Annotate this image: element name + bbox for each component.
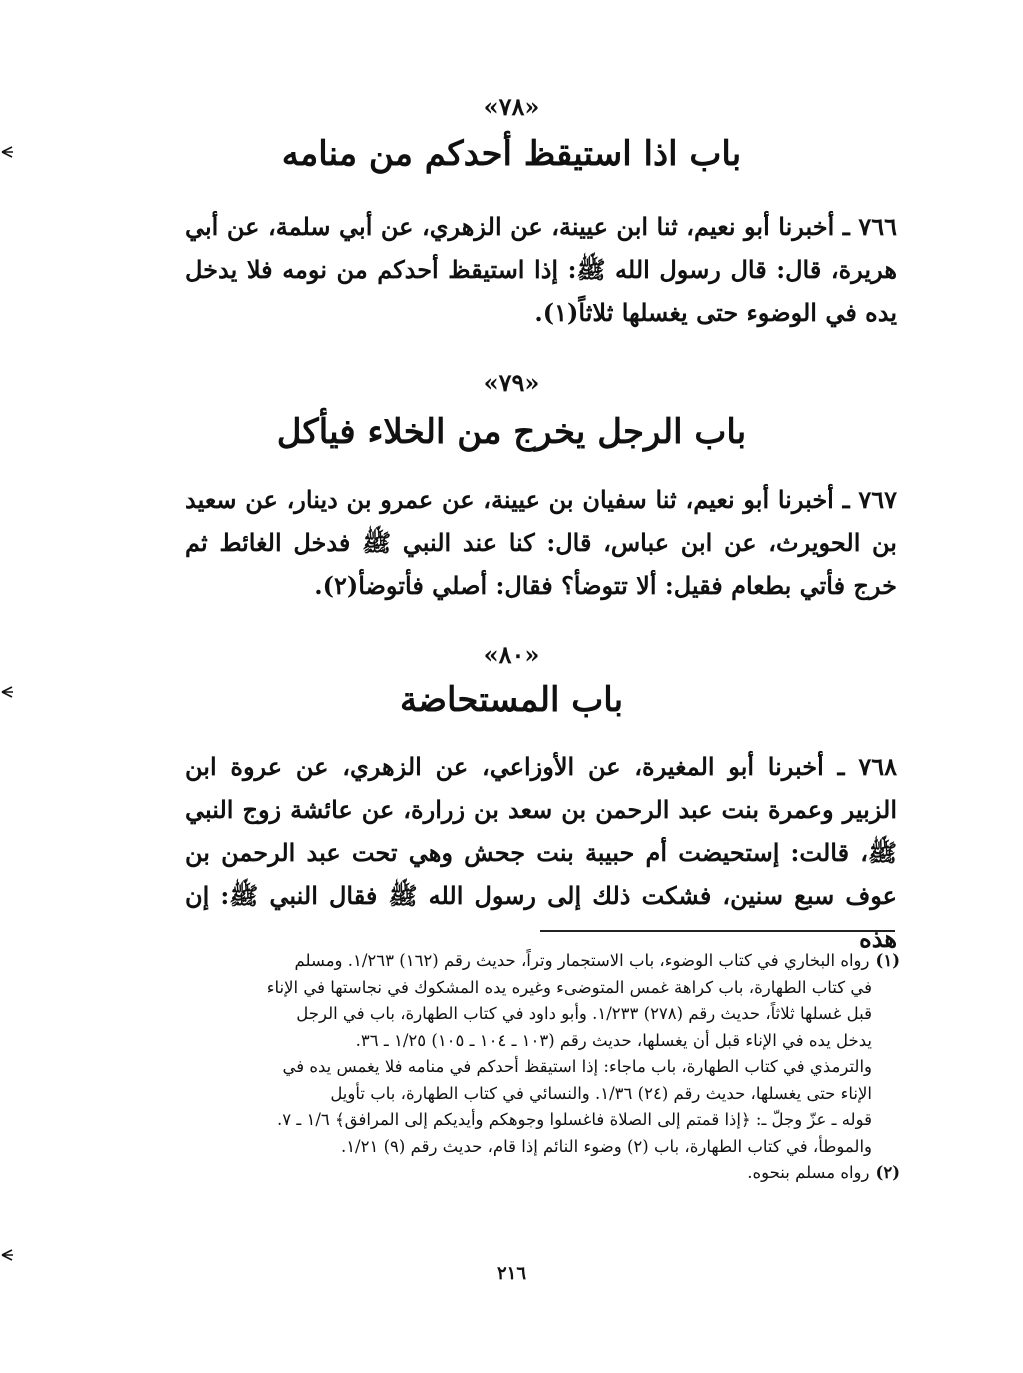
chapter-number: «٧٨» bbox=[483, 92, 540, 121]
page-number: ٢١٦ bbox=[496, 1263, 526, 1284]
hadith-text: ٧٦٨ ـ أخبرنا أبو المغيرة، عن الأوزاعي، عن الزهري، عن عروة ابن الزبير وعمرة بنت عبد الرحمن بن سعد بن زرارة، عن عائشة زوج النبي ﷺ، قالت: إستحيضت أم حبيبة بنت جحش وهي تحت عبد الرحمن بن عوف سبع سنين، فشكت ذلك إلى رسول الله ﷺ فقال النبي ﷺ: إن هذه bbox=[185, 752, 897, 953]
footnotes bbox=[205, 948, 900, 1187]
footnote-line: قبل غسلها ثلاثاً، حديث رقم (٢٧٨) ١/٢٣٣. وأبو داود في كتاب الطهارة، باب في الرجل bbox=[296, 1004, 872, 1023]
chapter-title: باب الرجل يخرج من الخلاء فيأكل bbox=[276, 412, 747, 452]
footnote-line: والموطأ، في كتاب الطهارة، باب (٢) وضوء النائم إذا قام، حديث رقم (٩) ١/٢١. bbox=[340, 1136, 872, 1156]
margin-mark-icon bbox=[0, 1248, 14, 1262]
footnote-line: الإناء حتى يغسلها، حديث رقم (٢٤) ١/٣٦. والنسائي في كتاب الطهارة، باب تأويل bbox=[330, 1083, 872, 1103]
hadith-text: ٧٦٧ ـ أخبرنا أبو نعيم، ثنا سفيان بن عيينة، عن عمرو بن دينار، عن سعيد بن الحويرث، عن ابن عباس، قال: كنا عند النبي ﷺ فدخل الغائط ثم خرج فأتي بطعام فقيل: ألا تتوضأ؟ فقال: أصلي فأتوضأ(٢). bbox=[185, 485, 897, 600]
footnote-line: قوله ـ عزّ وجلّ ـ: ﴿إذا قمتم إلى الصلاة فاغسلوا وجوهكم وأيديكم إلى المرافق﴾ ١/٦ ـ ٧. bbox=[277, 1110, 872, 1129]
chapter-number: «٨٠» bbox=[483, 640, 540, 669]
footnote bbox=[205, 948, 900, 975]
footnote-marker: (١) bbox=[875, 951, 900, 970]
footnote bbox=[205, 1160, 900, 1187]
hadith-text: ٧٦٦ ـ أخبرنا أبو نعيم، ثنا ابن عيينة، عن الزهري، عن أبي سلمة، عن أبي هريرة، قال: قال رسول الله ﷺ: إذا استيقظ أحدكم من نومه فلا يدخل يده في الوضوء حتى يغسلها ثلاثاً(١). bbox=[185, 212, 897, 327]
footnote-line: رواه البخاري في كتاب الوضوء، باب الاستجمار وتراً، حديث رقم (١٦٢) ١/٢٦٣. ومسلم bbox=[294, 951, 870, 970]
footnote-line: يدخل يده في الإناء قبل أن يغسلها، حديث رقم (١٠٣ ـ ١٠٤ ـ ١٠٥) ١/٢٥ ـ ٣٦. bbox=[355, 1030, 872, 1050]
chapter-number: «٧٩» bbox=[483, 368, 540, 397]
footnote-line: والترمذي في كتاب الطهارة، باب ماجاء: إذا استيقظ أحدكم في منامه فلا يغمس يده في bbox=[282, 1057, 872, 1076]
footnote-marker: (٢) bbox=[875, 1163, 900, 1182]
chapter-title: باب اذا استيقظ أحدكم من منامه bbox=[281, 134, 742, 174]
chapter-title: باب المستحاضة bbox=[399, 680, 624, 720]
footnote-divider bbox=[540, 930, 895, 932]
footnote-line: في كتاب الطهارة، باب كراهة غمس المتوضىء وغيره يده المشكوك في نجاستها في الإناء bbox=[266, 977, 872, 997]
footnote-line: رواه مسلم بنحوه. bbox=[747, 1163, 870, 1182]
